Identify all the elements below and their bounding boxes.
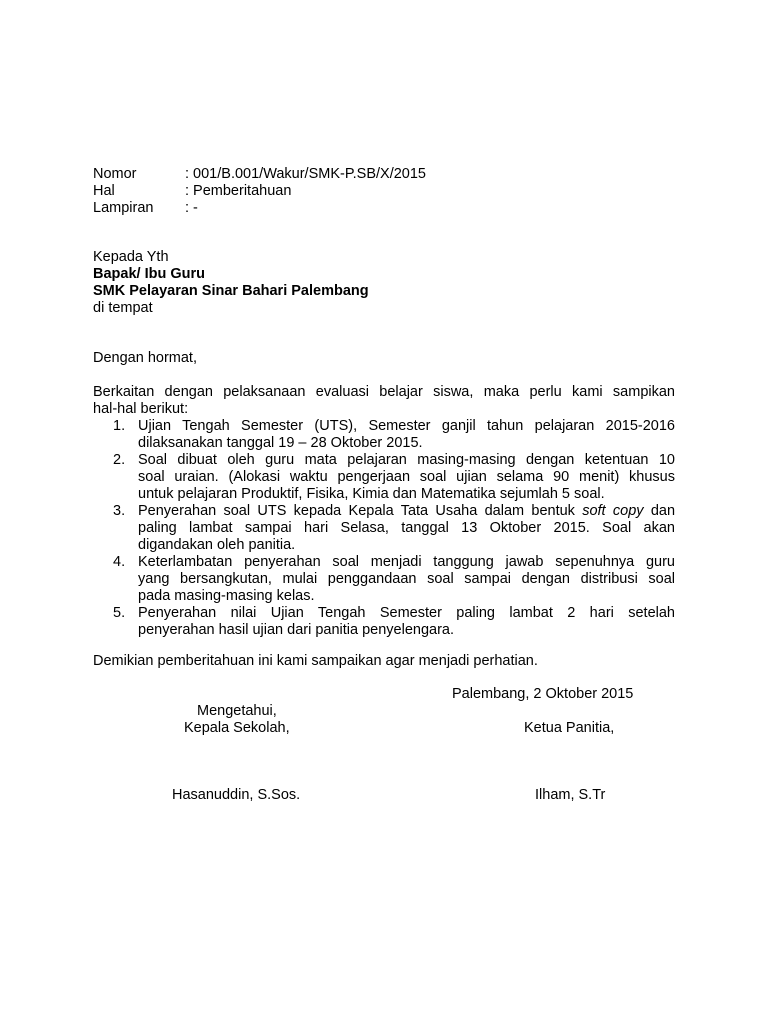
list-line-part: Penyerahan soal UTS kepada Kepala Tata Usaha dalam bentuk bbox=[138, 503, 575, 519]
lampiran-row bbox=[93, 200, 426, 217]
list-number: 1. bbox=[113, 418, 126, 434]
recipient-block bbox=[93, 249, 369, 317]
list-number: 5. bbox=[113, 605, 126, 621]
nomor-value: : 001/B.001/Wakur/SMK-P.SB/X/2015 bbox=[185, 166, 426, 182]
list-line: soal uraian. (Alokasi waktu pengerjaan soal ujian selama 90 menit) khusus bbox=[138, 469, 675, 485]
hal-label: Hal bbox=[93, 183, 115, 199]
list-number: 2. bbox=[113, 452, 126, 468]
list-item bbox=[93, 418, 675, 452]
list-line bbox=[138, 503, 675, 520]
recipient-name: Bapak/ Ibu Guru bbox=[93, 266, 205, 282]
list-line: Penyerahan nilai Ujian Tengah Semester paling lambat 2 hari setelah bbox=[138, 605, 675, 621]
list-line: yang bersangkutan, mulai penggandaan soal sampai dengan distribusi soal bbox=[138, 571, 675, 587]
nomor-label: Nomor bbox=[93, 166, 137, 182]
list-line: paling lambat sampai hari Selasa, tanggal 13 Oktober 2015. Soal akan bbox=[138, 520, 675, 536]
list-line: pada masing-masing kelas. bbox=[138, 588, 315, 604]
committee-chair-name: Ilham, S.Tr bbox=[535, 787, 606, 803]
principal-name: Hasanuddin, S.Sos. bbox=[172, 787, 301, 803]
soft-copy-emphasis: soft copy bbox=[582, 503, 644, 519]
recipient-salutation: Kepada Yth bbox=[93, 249, 169, 265]
hal-row bbox=[93, 183, 426, 200]
committee-chair-title: Ketua Panitia, bbox=[524, 720, 615, 736]
list-item bbox=[93, 452, 675, 503]
place-date: Palembang, 2 Oktober 2015 bbox=[452, 686, 634, 702]
recipient-institution: SMK Pelayaran Sinar Bahari Palembang bbox=[93, 283, 369, 299]
intro-line: hal-hal berikut: bbox=[93, 401, 189, 417]
list-number: 4. bbox=[113, 554, 126, 570]
list-item bbox=[93, 503, 675, 554]
numbered-list bbox=[93, 418, 675, 639]
list-line: digandakan oleh panitia. bbox=[138, 537, 296, 553]
intro-line: Berkaitan dengan pelaksanaan evaluasi belajar siswa, maka perlu kami sampikan bbox=[93, 384, 675, 400]
list-line: dilaksanakan tanggal 19 – 28 Oktober 2015. bbox=[138, 435, 423, 451]
list-line: untuk pelajaran Produktif, Fisika, Kimia dan Matematika sejumlah 5 soal. bbox=[138, 486, 605, 502]
list-line: penyerahan hasil ujian dari panitia penyelengara. bbox=[138, 622, 455, 638]
nomor-row bbox=[93, 166, 426, 183]
hal-value: : Pemberitahuan bbox=[185, 183, 292, 199]
recipient-location: di tempat bbox=[93, 300, 153, 316]
intro-paragraph bbox=[93, 384, 675, 418]
list-line: Ujian Tengah Semester (UTS), Semester ganjil tahun pelajaran 2015-2016 bbox=[138, 418, 675, 434]
list-line: Keterlambatan penyerahan soal menjadi tanggung jawab sepenuhnya guru bbox=[138, 554, 675, 570]
closing-paragraph: Demikian pemberitahuan ini kami sampaikan agar menjadi perhatian. bbox=[93, 653, 538, 669]
list-line-part: dan bbox=[650, 503, 676, 519]
letter-header bbox=[93, 166, 426, 217]
acknowledgement-label: Mengetahui, bbox=[197, 703, 277, 719]
principal-title: Kepala Sekolah, bbox=[184, 720, 290, 736]
list-item bbox=[93, 605, 675, 639]
lampiran-value: : - bbox=[185, 200, 198, 216]
greeting: Dengan hormat, bbox=[93, 350, 197, 366]
list-number: 3. bbox=[113, 503, 126, 519]
list-line: Soal dibuat oleh guru mata pelajaran masing-masing dengan ketentuan 10 bbox=[138, 452, 675, 468]
list-item bbox=[93, 554, 675, 605]
lampiran-label: Lampiran bbox=[93, 200, 154, 216]
